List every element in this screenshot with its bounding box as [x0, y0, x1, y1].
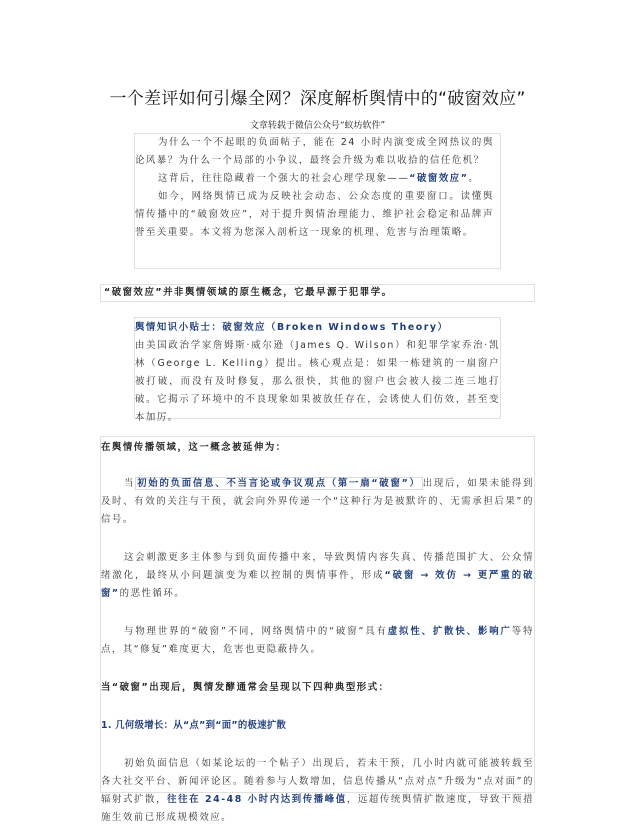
- article-source: 文章转载于微信公众号“蚁坊软件”: [249, 121, 386, 131]
- characteristics-highlight: 虚拟性、扩散快、影响广: [387, 626, 512, 637]
- origin-note-box: [100, 284, 535, 302]
- intro-box: [134, 133, 501, 269]
- s1-prefix: 初始负面信息（如某论坛的一个帖子）出现后，若未干预，几小时内就可能被转载至各大社交平台、新闻评论区。随着参与人数增加，信息传播从“点对点”升级为“点对面”的辐射式扩散，: [101, 758, 534, 805]
- intro-p2-suffix: 。: [468, 173, 480, 184]
- main-p1-suffix: 出现后，如果未能得到及时、有效的关注与干预，就会向外界传递一个“这种行为是被默许的、无需承担后果”的信号。: [101, 478, 534, 525]
- main-lead-2: 当“破窗”出现后，舆情发酵通常会呈现以下四种典型形式：: [101, 682, 390, 693]
- main-p2-prefix: 这会刺激更多主体参与到负面传播中来，导致舆情内容失真、传播范围扩大、公众情绪激化，最终从小问题演变为难以控制的舆情事件，形成: [101, 552, 534, 581]
- tip-heading: 舆情知识小贴士：破窗效应（Broken Windows Theory）: [135, 322, 449, 333]
- main-lead: 在舆情传播领域，这一概念被延伸为：: [101, 442, 287, 453]
- section-1-paragraph: [101, 755, 534, 827]
- peak-time-highlight: 往往在 24-48 小时内达到传播峰值: [167, 794, 347, 805]
- knowledge-tip-box: [134, 317, 501, 423]
- tip-body: 由美国政治学家詹姆斯·威尔逊（James Q. Wilson）和犯罪学家乔治·凯林（George L. Kelling）提出。核心观点是：如果一栋建筑的一扇窗户被打破，而没有及时修复，那么很快，其他的窗户也会被人接二连三地打破。它揭示了环境中的不良现象如果被放任存在，会诱使人们仿效，甚至变本加厉。: [135, 340, 500, 423]
- main-p3-prefix: 与物理世界的“破窗”不同，网络舆情中的“破窗”具有: [124, 626, 388, 637]
- section-1-heading: 1. 几何级增长：从“点”到“面”的极速扩散: [101, 720, 287, 731]
- main-p3-suffix: 等特点，其“修复”难度更大，危害也更隐蔽持久。: [101, 626, 534, 655]
- broken-windows-term: “破窗效应”: [409, 173, 469, 184]
- main-content-box: [100, 436, 535, 823]
- main-paragraph-2: [101, 549, 534, 603]
- article-title: 一个差评如何引爆全网？深度解析舆情中的“破窗效应”: [109, 89, 526, 109]
- main-p2-suffix: 的恶性循环。: [119, 588, 186, 599]
- s1-suffix: ，远超传统舆情扩散速度，导致干预措施生效前已形成规模效应。: [101, 794, 534, 823]
- first-broken-window-highlight: 初始的负面信息、不当言论或争议观点（第一扇“破窗”）: [137, 478, 421, 489]
- main-p1-prefix: 当: [124, 478, 136, 489]
- main-paragraph-3: [101, 623, 534, 659]
- intro-paragraph-2: [135, 170, 494, 188]
- origin-note: “破窗效应”并非舆情领域的原生概念，它最早源于犯罪学。: [104, 287, 393, 298]
- main-paragraph-1: [101, 475, 534, 529]
- intro-p2-prefix: 这背后，往往隐藏着一个强大的社会心理学现象——: [158, 173, 410, 184]
- intro-paragraph-3: 如今，网络舆情已成为反映社会动态、公众态度的重要窗口。读懂舆情传播中的“破窗效应”，对于提升舆情治理能力、维护社会稳定和品牌声誉至关重要。本文将为您深入剖析这一现象的机理、危害与治理策略。: [135, 191, 494, 238]
- intro-paragraph-1: 为什么一个不起眼的负面帖子，能在 24 小时内演变成全网热议的舆论风暴？为什么一个局部的小争议，最终会升级为难以收拾的信任危机？: [135, 137, 494, 166]
- vicious-cycle-highlight: “破窗 → 效仿 → 更严重的破窗”: [101, 570, 534, 599]
